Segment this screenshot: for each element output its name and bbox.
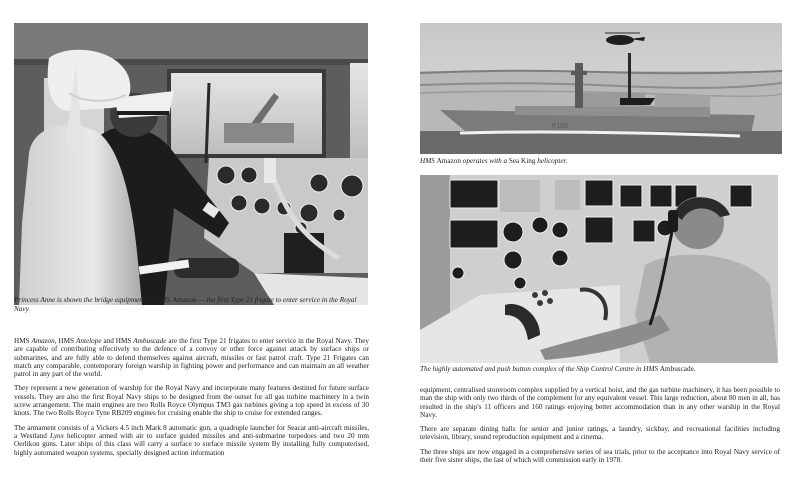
- paragraph: They represent a new generation of warship for the Royal Navy and incorporate many features destined for future surface vessels. They are also the first Royal Navy ships to be designed from the outset for all gas turbine machinery in a twin screw arrangement. The main engines are two Rolls Royce Olympus TM3 gas turbines giving a top speed in excess of 30 knots. The two Rolls Royce Tyne RB209 engines for cruising enable the ship to cruise for extended ranges.: [14, 384, 369, 418]
- control-centre-photo-image: [420, 175, 778, 363]
- paragraph: HMS Amazon, HMS Antelope and HMS Ambuscade are the first Type 21 frigates to enter service in the Royal Navy. They are capable of contributing effectively to the defence of a convoy or other force against attack by surface ships or submarines, and are fully able to defend themselves against aircraft, missiles or fast patrol craft. Type 21 Frigates can match any comparable, contemporary foreign warship in fighting power and performance and can maintain an all weather patrol in any part of the world.: [14, 337, 369, 379]
- paragraph: There are separate dining halls for senior and junior ratings, a laundry, sickbay, and recreational facilities including television, library, sound reproduction equipment and a cinema.: [420, 425, 780, 442]
- caption-ship-name: Ambuscade: [659, 365, 694, 373]
- paragraph: The three ships are now engaged in a comprehensive series of sea trials, prior to the acceptance into Royal Navy service of their five sister ships, the last of which will commission early in 1978.: [420, 447, 780, 465]
- bridge-photo-caption: [14, 296, 369, 313]
- caption-text: The highly automated and push button complex of the Ship Control Centre in HMS: [420, 365, 660, 373]
- caption-text: — the first Type 21 frigate to enter service in the Royal Navy.: [14, 296, 357, 313]
- caption-ship-name: Amazon: [172, 296, 197, 304]
- bridge-photo: [14, 23, 368, 305]
- caption-text: helicopter.: [535, 157, 568, 165]
- bridge-photo-image: [14, 23, 368, 305]
- caption-text: HMS: [420, 157, 437, 165]
- paragraph: The armament consists of a Vickers 4.5 inch Mark 8 automatic gun, a quadruple launcher for Seacat anti-aircraft missiles, a Westland Lynx helicopter armed with air to surface guided missiles and anti-submarine torpedoes and two 20 mm Oerlikon guns. Later ships of this class will carry a surface to surface missile system By installing fully computerised, highly automated weapon systems, specially designed action information: [14, 423, 369, 457]
- ship-photo-image: [420, 23, 782, 154]
- right-page: [400, 0, 800, 487]
- pennant-number: F169: [552, 123, 568, 130]
- caption-text: Princess Anne is shown the bridge equipment on HMS: [14, 296, 173, 304]
- left-body-text: [14, 337, 369, 463]
- control-centre-caption: [420, 365, 780, 374]
- caption-text: operates with a: [460, 157, 509, 165]
- ship-photo: [420, 23, 782, 154]
- caption-ship-name: Amazon: [436, 157, 461, 165]
- control-centre-photo: [420, 175, 778, 363]
- paragraph: equipment, centralised storeroom complex supplied by a vertical hoist, and the gas turbine machinery, it has been possible to man the ship with only two thirds of the complement for any equivalent vessel. This large reduction, about 80 men in all, has resulted in the ship's 11 officers and 160 ratings enjoying better accommodation than in any other warship in the Royal Navy.: [420, 386, 780, 419]
- caption-helicopter-name: Sea King: [508, 157, 536, 165]
- caption-text: .: [693, 365, 696, 373]
- right-body-text: [420, 386, 780, 470]
- ship-photo-caption: [420, 157, 780, 166]
